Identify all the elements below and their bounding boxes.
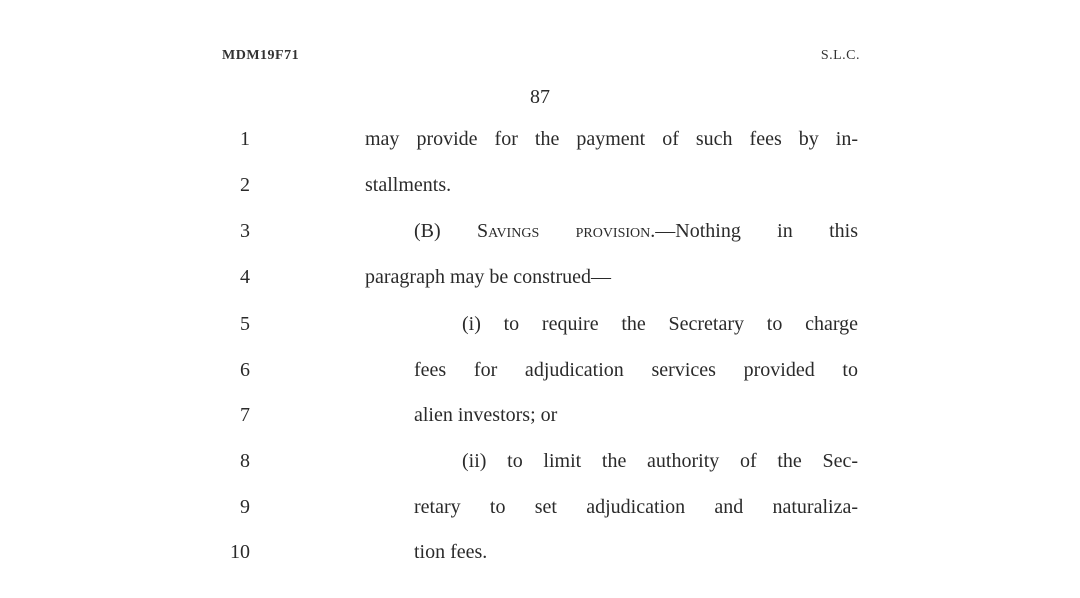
line-number: 7 xyxy=(240,404,250,426)
line-text: paragraph may be construed— xyxy=(365,266,612,288)
line-text: may provide for the payment of such fees by in- xyxy=(365,128,858,150)
document-id: MDM19F71 xyxy=(222,48,300,63)
line-text: fees for adjudication services provided to xyxy=(414,359,858,381)
text-line xyxy=(0,220,1080,250)
line-number: 1 xyxy=(240,128,250,150)
line-number: 6 xyxy=(240,359,250,381)
page-number-text: 87 xyxy=(530,86,550,108)
line-text-suffix: —Nothing in this xyxy=(655,220,858,242)
text-line xyxy=(0,450,1080,480)
text-line xyxy=(0,313,1080,343)
line-number: 2 xyxy=(240,174,250,196)
line-text: stallments. xyxy=(365,174,452,196)
line-text xyxy=(414,220,858,243)
subsection-label: (B) xyxy=(414,220,478,242)
line-text: (ii) to limit the authority of the Sec- xyxy=(462,450,858,472)
section-heading: Savings provision. xyxy=(477,220,656,242)
text-line xyxy=(0,174,1080,204)
page-number xyxy=(0,86,1080,109)
text-line xyxy=(0,266,1080,296)
line-number: 3 xyxy=(240,220,250,242)
line-text: alien investors; or xyxy=(414,404,558,426)
line-number: 9 xyxy=(240,496,250,518)
line-number: 8 xyxy=(240,450,250,472)
line-text: tion fees. xyxy=(414,541,488,563)
line-number: 10 xyxy=(230,541,250,563)
text-line xyxy=(0,404,1080,434)
document-code: S.L.C. xyxy=(820,48,860,63)
line-number: 5 xyxy=(240,313,250,335)
line-text: retary to set adjudication and naturaliza- xyxy=(414,496,858,518)
line-number: 4 xyxy=(240,266,250,288)
text-line xyxy=(0,541,1080,571)
line-text: (i) to require the Secretary to charge xyxy=(462,313,858,335)
text-line xyxy=(0,128,1080,158)
text-line xyxy=(0,496,1080,526)
text-line xyxy=(0,359,1080,389)
